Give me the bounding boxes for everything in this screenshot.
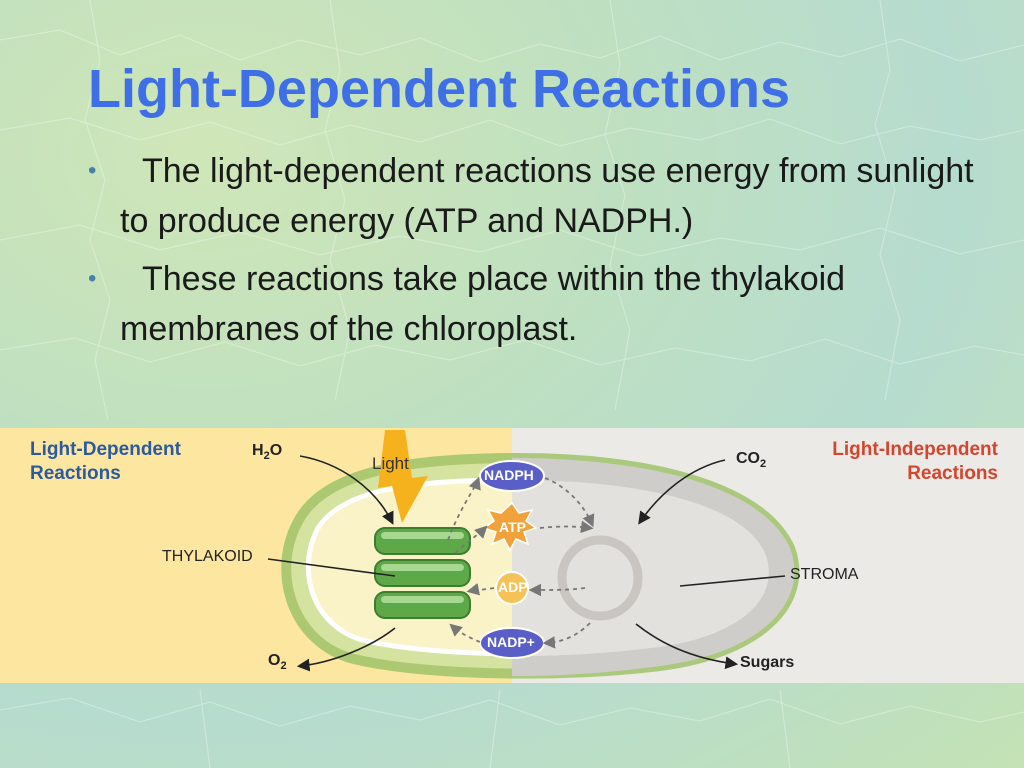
chloroplast-diagram bbox=[0, 428, 1024, 683]
nadp-label: NADP+ bbox=[487, 634, 535, 650]
sugars-label: Sugars bbox=[740, 654, 795, 671]
slide-title: Light-Dependent Reactions bbox=[88, 59, 791, 119]
left-heading bbox=[30, 438, 181, 486]
right-heading-line: Reactions bbox=[907, 463, 998, 484]
bullet-marker: • bbox=[88, 157, 97, 184]
right-heading bbox=[832, 438, 998, 486]
thylakoid-label: THYLAKOID bbox=[162, 548, 253, 565]
co2-label: $CO_2$ bbox=[736, 450, 767, 471]
thylakoid-stack bbox=[375, 528, 470, 618]
bullet-list bbox=[88, 146, 988, 362]
bullet-text: The light-dependent reactions use energy from sunlight to produce energy (ATP and NADPH.) bbox=[120, 152, 974, 240]
bullet-marker: • bbox=[88, 265, 97, 292]
light-label: Light bbox=[372, 454, 409, 473]
adp-label: ADP bbox=[498, 579, 528, 595]
stroma-label: STROMA bbox=[790, 566, 859, 583]
atp-label: ATP bbox=[499, 519, 526, 535]
nadph-label: NADPH bbox=[484, 467, 534, 483]
right-heading-line: Light-Independent bbox=[832, 439, 998, 460]
h2o-label: $H_2O$ bbox=[252, 442, 283, 463]
bullet-item bbox=[88, 254, 988, 354]
bullet-item bbox=[88, 146, 988, 246]
bullet-text: These reactions take place within the thylakoid membranes of the chloroplast. bbox=[120, 260, 846, 348]
o2-label: $O_2$ bbox=[268, 652, 287, 673]
left-heading-line: Light-Dependent bbox=[30, 439, 181, 460]
left-heading-line: Reactions bbox=[30, 463, 121, 484]
